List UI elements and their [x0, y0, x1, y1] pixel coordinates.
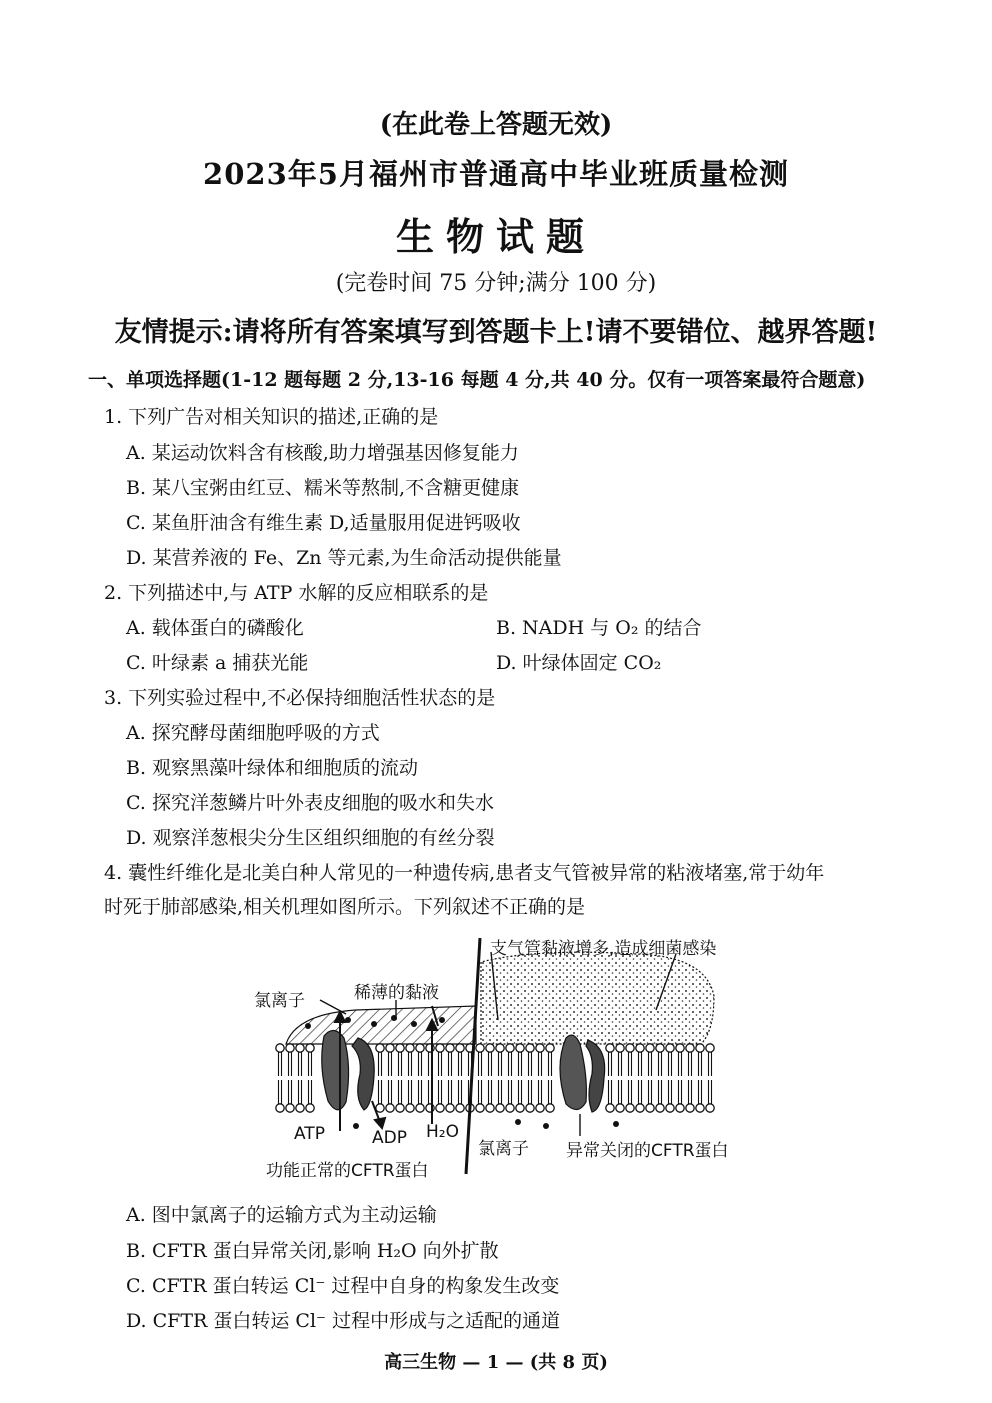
phospholipid-outer — [456, 1044, 464, 1076]
phospholipid-outer — [606, 1044, 614, 1076]
phospholipid-inner — [306, 1080, 314, 1112]
cftr-membrane-figure — [236, 926, 796, 1186]
question-1-option-a: A. 某运动饮料含有核酸,助力增强基因修复能力 — [126, 442, 519, 464]
phospholipid-inner — [606, 1080, 614, 1112]
phospholipid-inner — [626, 1080, 634, 1112]
question-1-option-b: B. 某八宝粥由红豆、糯米等熬制,不含糖更健康 — [126, 477, 520, 499]
question-1-option-d: D. 某营养液的 Fe、Zn 等元素,为生命活动提供能量 — [126, 547, 562, 569]
question-1-option-c: C. 某鱼肝油含有维生素 D,适量服用促进钙吸收 — [126, 512, 521, 534]
phospholipid-inner — [376, 1080, 384, 1112]
question-4-stem-line-1: 4. 囊性纤维化是北美白种人常见的一种遗传病,患者支气管被异常的粘液堵塞,常于幼年 — [104, 862, 825, 884]
phospholipid-inner — [496, 1080, 504, 1112]
phospholipid-outer — [636, 1044, 644, 1076]
abnormal-cftr-protein-right — [586, 1040, 605, 1112]
thick-mucus-layer — [481, 952, 714, 1044]
phospholipid-inner — [406, 1080, 414, 1112]
normal-cftr-protein-left — [322, 1030, 349, 1109]
phospholipid-outer — [696, 1044, 704, 1076]
phospholipid-outer — [376, 1044, 384, 1076]
phospholipid-inner — [476, 1080, 484, 1112]
phospholipid-outer — [396, 1044, 404, 1076]
phospholipid-outer — [286, 1044, 294, 1076]
friendly-reminder: 友情提示:请将所有答案填写到答题卡上!请不要错位、越界答题! — [114, 317, 878, 348]
phospholipid-outer — [446, 1044, 454, 1076]
phospholipid-outer — [306, 1044, 314, 1076]
question-2-option-b: B. NADH 与 O₂ 的结合 — [496, 617, 702, 639]
question-4-option-d: D. CFTR 蛋白转运 Cl⁻ 过程中形成与之适配的通道 — [126, 1310, 561, 1332]
thin-mucus-layer — [286, 1006, 476, 1044]
time-info: (完卷时间 75 分钟;满分 100 分) — [335, 271, 657, 296]
label-mucus-infection: 支气管黏液增多,造成细菌感染 — [490, 939, 717, 959]
phospholipid-outer — [616, 1044, 624, 1076]
phospholipid-outer — [626, 1044, 634, 1076]
question-3-option-b: B. 观察黑藻叶绿体和细胞质的流动 — [126, 757, 419, 779]
phospholipid-inner — [296, 1080, 304, 1112]
phospholipid-outer — [486, 1044, 494, 1076]
phospholipid-inner — [676, 1080, 684, 1112]
phospholipid-outer — [436, 1044, 444, 1076]
label-atp: ATP — [294, 1124, 325, 1144]
phospholipid-outer — [666, 1044, 674, 1076]
phospholipid-inner — [436, 1080, 444, 1112]
label-thin-mucus: 稀薄的黏液 — [354, 983, 439, 1003]
invalid-answer-notice: (在此卷上答题无效) — [379, 110, 613, 140]
question-4-stem-line-2: 时死于肺部感染,相关机理如图所示。下列叙述不正确的是 — [104, 896, 586, 918]
question-2-option-c: C. 叶绿素 a 捕获光能 — [126, 652, 309, 674]
phospholipid-inner — [506, 1080, 514, 1112]
phospholipid-inner — [276, 1080, 284, 1112]
phospholipid-inner — [396, 1080, 404, 1112]
question-3-option-a: A. 探究酵母菌细胞呼吸的方式 — [126, 722, 380, 744]
phospholipid-outer — [516, 1044, 524, 1076]
phospholipid-inner — [526, 1080, 534, 1112]
leader-line-chloride — [320, 1000, 346, 1014]
abnormal-cftr-protein-left — [560, 1035, 586, 1109]
phospholipid-inner — [516, 1080, 524, 1112]
phospholipid-inner — [546, 1080, 554, 1112]
question-1-stem: 1. 下列广告对相关知识的描述,正确的是 — [104, 406, 439, 428]
phospholipid-outer — [676, 1044, 684, 1076]
phospholipid-inner — [616, 1080, 624, 1112]
question-2-option-d: D. 叶绿体固定 CO₂ — [496, 652, 662, 674]
phospholipid-inner — [456, 1080, 464, 1112]
question-3-option-d: D. 观察洋葱根尖分生区组织细胞的有丝分裂 — [126, 827, 495, 849]
phospholipid-outer — [686, 1044, 694, 1076]
phospholipid-outer — [646, 1044, 654, 1076]
phospholipid-inner — [386, 1080, 394, 1112]
phospholipid-outer — [546, 1044, 554, 1076]
phospholipid-inner — [446, 1080, 454, 1112]
phospholipid-inner — [286, 1080, 294, 1112]
phospholipid-outer — [296, 1044, 304, 1076]
phospholipid-outer — [506, 1044, 514, 1076]
phospholipid-inner — [666, 1080, 674, 1112]
phospholipid-inner — [416, 1080, 424, 1112]
phospholipid-inner — [696, 1080, 704, 1112]
phospholipid-inner — [636, 1080, 644, 1112]
label-water: H₂O — [426, 1122, 459, 1142]
subject-title: 生物试题 — [395, 214, 596, 259]
question-3-option-c: C. 探究洋葱鳞片叶外表皮细胞的吸水和失水 — [126, 792, 494, 814]
section-heading: 一、单项选择题(1-12 题每题 2 分,13-16 每题 4 分,共 40 分。仅有一项答案最符合题意) — [88, 369, 866, 391]
phospholipid-outer — [276, 1044, 284, 1076]
label-abnormal-cftr: 异常关闭的CFTR蛋白 — [566, 1141, 729, 1161]
phospholipid-outer — [416, 1044, 424, 1076]
question-2-option-a: A. 载体蛋白的磷酸化 — [126, 617, 304, 639]
phospholipid-inner — [646, 1080, 654, 1112]
phospholipid-inner — [656, 1080, 664, 1112]
phospholipid-outer — [656, 1044, 664, 1076]
question-4-option-c: C. CFTR 蛋白转运 Cl⁻ 过程中自身的构象发生改变 — [126, 1275, 560, 1297]
phospholipid-outer — [386, 1044, 394, 1076]
phospholipid-inner — [536, 1080, 544, 1112]
normal-cftr-protein-right — [352, 1038, 374, 1110]
page-footer: 高三生物 — 1 — (共 8 页) — [384, 1352, 608, 1373]
question-2-stem: 2. 下列描述中,与 ATP 水解的反应相联系的是 — [104, 582, 489, 604]
label-adp: ADP — [372, 1128, 407, 1148]
label-chloride-bottom: 氯离子 — [478, 1139, 529, 1159]
phospholipid-outer — [406, 1044, 414, 1076]
phospholipid-outer — [706, 1044, 714, 1076]
phospholipid-outer — [476, 1044, 484, 1076]
phospholipid-outer — [496, 1044, 504, 1076]
phospholipid-outer — [536, 1044, 544, 1076]
label-normal-cftr: 功能正常的CFTR蛋白 — [266, 1161, 429, 1181]
phospholipid-outer — [526, 1044, 534, 1076]
exam-title: 2023年5月福州市普通高中毕业班质量检测 — [203, 157, 789, 191]
question-4-option-a: A. 图中氯离子的运输方式为主动运输 — [126, 1204, 437, 1226]
question-3-stem: 3. 下列实验过程中,不必保持细胞活性状态的是 — [104, 687, 496, 709]
question-4-option-b: B. CFTR 蛋白异常关闭,影响 H₂O 向外扩散 — [126, 1240, 499, 1262]
phospholipid-inner — [486, 1080, 494, 1112]
label-chloride-left: 氯离子 — [254, 991, 305, 1011]
phospholipid-inner — [686, 1080, 694, 1112]
phospholipid-inner — [706, 1080, 714, 1112]
